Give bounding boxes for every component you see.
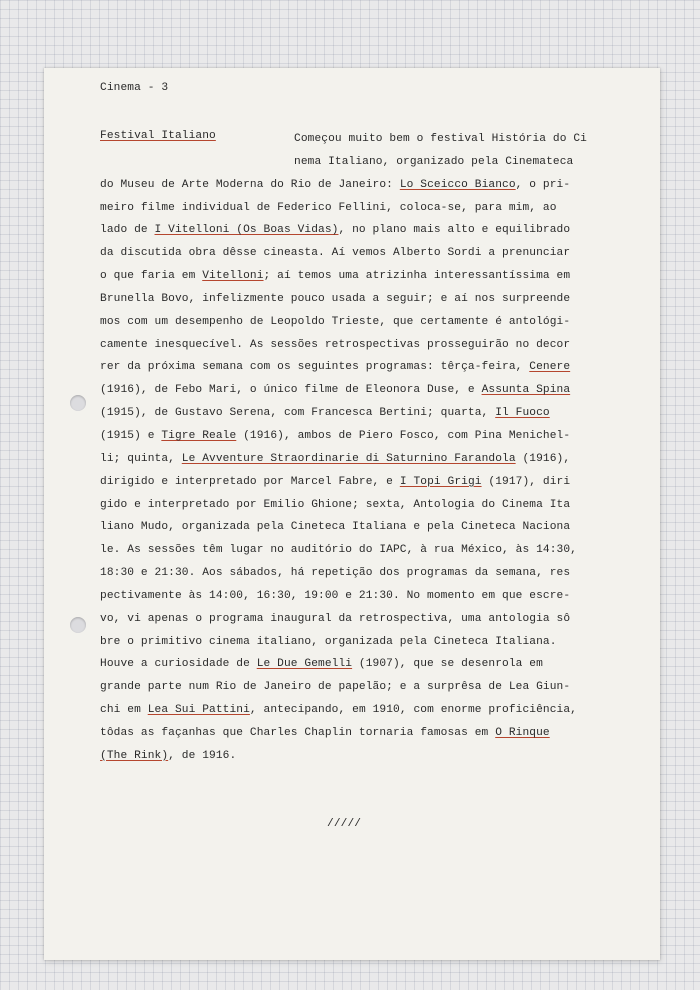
end-mark: ///// [327,818,362,830]
text-line [100,678,616,701]
text-segment: vo, vi apenas o programa inaugural da retrospectiva, uma antologia sô [100,612,571,625]
text-segment: , antecipando, em 1910, com enorme proficiência, [249,704,577,717]
text-segment: o que faria em [100,270,203,283]
text-line [100,290,616,313]
text-line [100,747,616,770]
text-line [100,199,616,222]
text-segment: 18:30 e 21:30. Aos sábados, há repetição dos programas da semana, res [100,567,571,580]
text-segment: (1916), ambos de Piero Fosco, com Pina Menichel- [236,429,571,442]
text-segment: , no plano mais alto e equilibrado [338,224,571,237]
text-segment: (1907), que se desenrola em [352,658,543,671]
text-line [100,153,616,176]
text-line [100,427,616,450]
film-title: Le Due Gemelli [256,658,353,671]
film-title: Le Avventure Straordinarie di Saturnino Farandola [181,452,516,465]
text-line [100,221,616,244]
text-segment: grande parte num Rio de Janeiro de papelão; e a surprêsa de Lea Giun- [100,681,571,694]
text-segment: , o pri- [515,178,571,191]
text-line [100,496,616,519]
text-segment: lado de [100,224,155,237]
punch-hole [70,617,86,633]
text-segment: meiro filme individual de Federico Fellini, coloca-se, para mim, ao [100,201,557,214]
text-line [100,541,616,564]
text-line [100,176,616,199]
text-segment: tôdas as façanhas que Charles Chaplin tornaria famosas em [100,726,496,739]
text-segment: , de 1916. [168,749,237,762]
text-segment: chi em [100,704,148,717]
text-line [100,518,616,541]
text-line [100,701,616,724]
text-segment: ; aí temos uma atrizinha interessantíssima em [263,270,571,283]
text-segment: (1916), [515,452,571,465]
text-line [100,130,616,153]
text-segment: Brunella Bovo, infelizmente pouco usada a seguir; e aí nos surpreende [100,292,571,305]
text-segment: (1915), de Gustavo Serena, com Francesca Bertini; quarta, [100,407,496,420]
text-segment: (1916), de Febo Mari, o único filme de Eleonora Duse, e [100,384,482,397]
text-line [100,267,616,290]
film-title: (The Rink) [100,749,169,762]
text-line [100,313,616,336]
text-line [100,587,616,610]
text-segment: Começou muito bem o festival História do Ci [294,133,587,145]
text-segment: rer da próxima semana com os seguintes programas: têrça-feira, [100,361,530,374]
text-line [100,450,616,473]
text-line [100,655,616,678]
text-segment: gido e interpretado por Emilio Ghione; sexta, Antologia do Cinema Ita [100,498,571,511]
film-title: Cenere [529,361,571,374]
text-line [100,336,616,359]
film-title: Tigre Reale [161,429,237,442]
text-line [100,633,616,656]
text-line [100,610,616,633]
text-segment: nema Italiano, organizado pela Cinemateca [294,155,574,168]
film-title: Lo Sceicco Bianco [399,178,516,191]
section-title: Festival Italiano [100,130,216,142]
text-segment: dirigido e interpretado por Marcel Fabre, e [100,475,400,488]
film-title: Il Fuoco [495,407,550,420]
text-segment: camente inesquecível. As sessões retrospectivas prosseguirão no decor [100,338,571,351]
article-body [100,130,616,770]
text-line [100,473,616,496]
film-title: I Vitelloni (Os Boas Vidas) [154,224,339,237]
text-line [100,244,616,267]
film-title: Vitelloni [202,270,264,283]
text-line [100,381,616,404]
film-title: O Rinque [495,726,550,739]
text-line [100,358,616,381]
film-title: Assunta Spina [481,384,571,397]
text-segment: da discutida obra dêsse cineasta. Aí vemos Alberto Sordi a prenunciar [100,247,571,260]
punch-hole [70,395,86,411]
film-title: Lea Sui Pattini [147,704,250,717]
text-line [100,564,616,587]
text-segment: do Museu de Arte Moderna do Rio de Janeiro: [100,178,400,191]
text-segment: liano Mudo, organizada pela Cineteca Italiana e pela Cineteca Naciona [100,521,571,534]
text-segment: (1915) e [100,429,162,442]
film-title: I Topi Grigi [399,475,482,488]
text-segment: le. As sessões têm lugar no auditório do IAPC, à rua México, às 14:30, [100,544,577,557]
text-line [100,404,616,427]
text-segment: bre o primitivo cinema italiano, organizada pela Cineteca Italiana. [100,635,557,648]
text-segment: Houve a curiosidade de [100,658,257,671]
text-segment: li; quinta, [100,452,182,465]
text-segment: pectivamente às 14:00, 16:30, 19:00 e 21:30. No momento em que escre- [100,589,571,602]
text-segment: (1917), diri [481,475,571,488]
text-line [100,724,616,747]
text-segment: mos com um desempenho de Leopoldo Trieste, que certamente é antológi- [100,315,571,328]
page-header: Cinema - 3 [100,82,169,94]
